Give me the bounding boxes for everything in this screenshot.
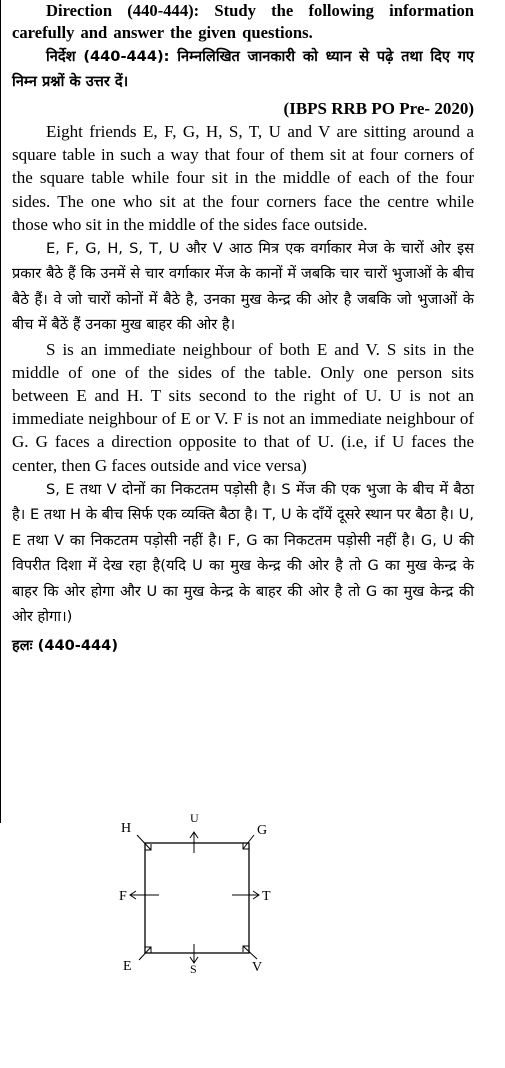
label-top-mid: U bbox=[190, 811, 199, 825]
direction-english: Direction (440-444): Study the following information carefully and answer the given questions. bbox=[12, 1, 474, 42]
paragraph-1-english: Eight friends E, F, G, H, S, T, U and V are sitting around a square table in such a way that four of them sit at four corners of the square table while four sit in the middle of each of the four sides. The one who sit at the four corners face the centre while those who sit in the middle of the sides face outside. bbox=[12, 122, 474, 234]
exam-source: (IBPS RRB PO Pre- 2020) bbox=[283, 98, 474, 118]
square-table bbox=[145, 843, 249, 953]
label-mid-left: F bbox=[119, 889, 127, 904]
label-top-right: G bbox=[257, 823, 268, 838]
facing-arrows bbox=[130, 832, 259, 963]
solution-heading: हलः (440-444) bbox=[12, 637, 118, 655]
label-top-left: H bbox=[121, 821, 132, 836]
paragraph-2-english: S is an immediate neighbour of both E and V. S sits in the middle of one of the sides of the table. Only one person sits between E and H. T sits second to the right of U. U is not an immediate neighbour of E or V. F is not an immediate neighbour of G. G faces a direction opposite to that of U. (i.e, if U faces the center, then G faces outside and vice versa) bbox=[12, 339, 474, 475]
label-mid-right: T bbox=[262, 889, 271, 904]
direction-hindi: निर्देश (440-444): निम्नलिखित जानकारी को ध्यान से पढ़े तथा दिए गए निम्न प्रश्नों के उत्तर दें। bbox=[12, 48, 474, 91]
paragraph-2-hindi: S, E तथा V दोनों का निकटतम पड़ोसी है। S मेंज की एक भुजा के बीच में बैठा है। E तथा H के बीच सिर्फ एक व्यक्ति बैठा है। T, U के दाँयें दूसरे स्थान पर बैठा है। U, E तथा V का निकटतम पड़ोसी नहीं है। F, G का निकटतम पड़ोसी नहीं है। G, U की विपरीत दिशा में देख रहा है(यदि U का मुख केन्द्र की ओर है तो G का मुख केन्द्र के बाहर कि ओर होगा और U का मुख केन्द्र के बाहर की ओर है तो G का मुख केन्द्र की ओर होगा।) bbox=[12, 480, 474, 625]
label-bottom-mid: S bbox=[190, 962, 197, 976]
label-bottom-right: V bbox=[252, 960, 263, 975]
label-bottom-left: E bbox=[123, 959, 132, 974]
paragraph-1-hindi: E, F, G, H, S, T, U और V आठ मित्र एक वर्गाकार मेज के चारों ओर इस प्रकार बैठे हैं कि उनमें से चार वर्गाकार मेंज के कानों में जबकि चार चारों भुजाओं के बीच बैठे हैं। वे जो चारों कोनों में बैठे है, उनका मुख केन्द्र की ओर है जबकि जो भुजाओं के बीच में बैठें हैं उनका मुख बाहर की ओर है। bbox=[12, 240, 474, 334]
